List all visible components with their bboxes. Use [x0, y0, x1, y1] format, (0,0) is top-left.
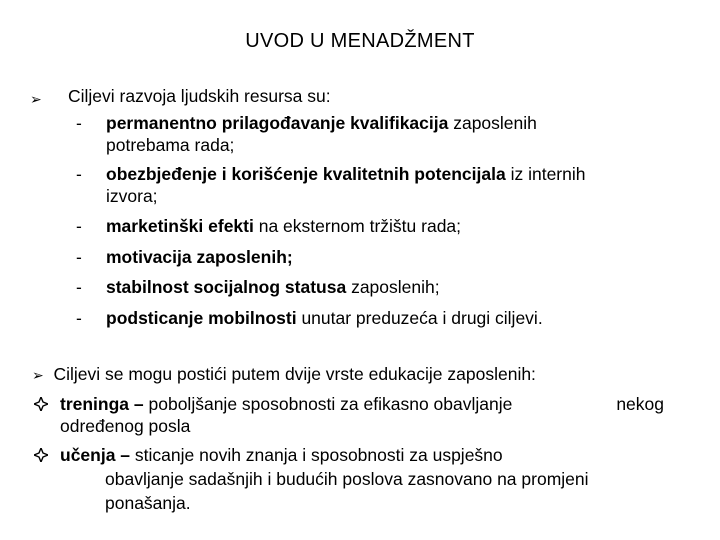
dash-marker: - [76, 216, 82, 236]
goal-item [106, 246, 293, 268]
page-title: UVOD U MENADŽMENT [245, 30, 475, 52]
dash-marker: - [76, 308, 82, 328]
learning-item [60, 444, 503, 466]
goal-rest: unutar preduzeća i drugi ciljevi. [296, 308, 543, 328]
goals-intro: Ciljevi razvoja ljudskih resursa su: [68, 86, 331, 106]
arrow-bullet-icon: ➢ [30, 91, 42, 107]
dash-marker: - [76, 164, 82, 184]
training-continuation: određenog posla [60, 416, 191, 436]
goal-bold: podsticanje mobilnosti [106, 308, 297, 328]
goal-rest: iz internih [505, 164, 586, 184]
goal-item [106, 112, 537, 134]
training-item [60, 393, 664, 415]
training-rest: poboljšanje sposobnosti za efikasno obavljanje [143, 394, 513, 414]
goal-bold: stabilnost socijalnog statusa [106, 277, 347, 297]
education-intro [32, 363, 536, 386]
training-tail: nekog [616, 394, 664, 414]
goal-item [106, 215, 461, 237]
diamond-bullet-icon [34, 448, 48, 462]
arrow-bullet-icon: ➢ [32, 367, 44, 383]
learning-continuation: obavljanje sadašnjih i budućih poslova zasnovano na promjeni [105, 469, 589, 489]
goal-rest: zaposlenih; [346, 277, 440, 297]
goal-rest: zaposlenih [448, 113, 537, 133]
dash-marker: - [76, 113, 82, 133]
goal-bold: permanentno prilagođavanje kvalifikacija [106, 113, 449, 133]
goal-bold: motivacija zaposlenih; [106, 247, 293, 267]
learning-rest: sticanje novih znanja i sposobnosti za uspješno [130, 445, 503, 465]
learning-bold: učenja – [60, 445, 131, 465]
goal-item [106, 276, 440, 298]
goal-item [106, 307, 543, 329]
learning-continuation: ponašanja. [105, 493, 191, 513]
training-bold: treninga – [60, 394, 144, 414]
goal-continuation: potrebama rada; [106, 135, 235, 155]
goal-rest: na eksternom tržištu rada; [253, 216, 462, 236]
goal-continuation: izvora; [106, 186, 158, 206]
dash-marker: - [76, 247, 82, 267]
diamond-bullet-icon [34, 397, 48, 411]
goal-bold: obezbjeđenje i korišćenje kvalitetnih potencijala [106, 164, 506, 184]
education-intro-text: Ciljevi se mogu postići putem dvije vrste edukacije zaposlenih: [53, 364, 536, 384]
goal-bold: marketinški efekti [106, 216, 254, 236]
goal-item [106, 163, 585, 185]
dash-marker: - [76, 277, 82, 297]
